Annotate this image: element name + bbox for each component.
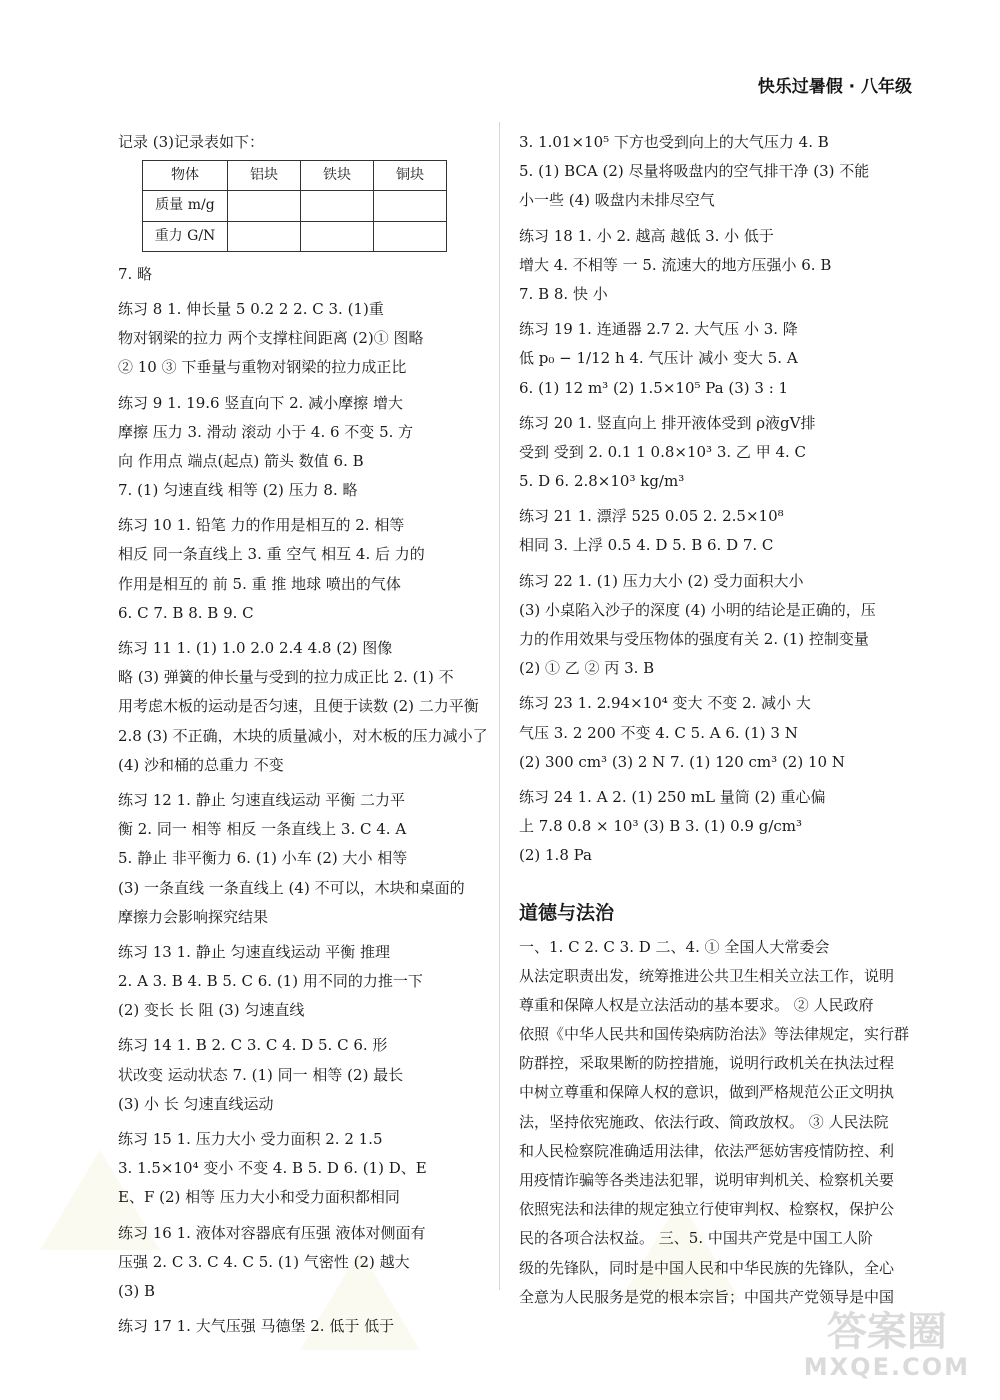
table-cell	[374, 221, 447, 251]
text-line: 向 作用点 端点(起点) 箭头 数值 6. B	[118, 451, 364, 470]
text-line: 摩擦力会影响探究结果	[118, 907, 269, 926]
text-line: 一、1. C 2. C 3. D 二、4. ① 全国人大常委会	[519, 937, 830, 956]
text-line: 练习 17 1. 大气压强 马德堡 2. 低于 低于	[118, 1317, 395, 1336]
text-line: ② 10 ③ 下垂量与重物对钢梁的拉力成正比	[118, 358, 407, 377]
text-line: 级的先锋队，同时是中国人民和中华民族的先锋队，全心	[519, 1258, 895, 1277]
text-line: 低 p₀ − 1/12 h 4. 气压计 减小 变大 5. A	[519, 349, 798, 368]
text-line: (3) B	[118, 1281, 156, 1300]
table-row	[143, 221, 447, 251]
text-line: (3) 一条直线 一条直线上 (4) 不可以，木块和桌面的	[118, 878, 465, 897]
table-cell	[228, 221, 301, 251]
text-line: 2. A 3. B 4. B 5. C 6. (1) 用不同的力推一下	[118, 972, 423, 991]
text-line: (3) 小 长 匀速直线运动	[118, 1094, 274, 1113]
text-line: 衡 2. 同一 相等 相反 一条直线上 3. C 4. A	[118, 820, 407, 839]
text-line: (2) ① 乙 ② 丙 3. B	[519, 659, 655, 678]
text-line: (2) 300 cm³ (3) 2 N 7. (1) 120 cm³ (2) 10 N	[519, 752, 845, 771]
text-line: 练习 18 1. 小 2. 越高 越低 3. 小 低于	[519, 226, 774, 245]
text-line: 依照宪法和法律的规定独立行使审判权、检察权，保护公	[519, 1200, 895, 1219]
text-line: 用考虑木板的运动是否匀速，且便于读数 (2) 二力平衡	[118, 697, 479, 716]
text-line: 练习 24 1. A 2. (1) 250 mL 量筒 (2) 重心偏	[519, 787, 826, 806]
table-header-row	[143, 161, 447, 191]
text-line: 依照《中华人民共和国传染病防治法》等法律规定，实行群	[519, 1025, 910, 1044]
text-line: 小一些 (4) 吸盘内未排尽空气	[519, 191, 715, 210]
text-line: 7. B 8. 快 小	[519, 284, 608, 303]
text-line: 记录 (3)记录表如下：	[118, 133, 265, 151]
text-line: 全意为人民服务是党的根本宗旨；中国共产党领导是中国	[519, 1287, 895, 1306]
text-line: 7. 略	[118, 264, 153, 283]
text-line: E、F (2) 相等 压力大小和受力面积都相同	[118, 1188, 400, 1207]
text-line: (2) 变长 长 阻 (3) 匀速直线	[118, 1001, 305, 1020]
text-line: 练习 13 1. 静止 匀速直线运动 平衡 推理	[118, 942, 391, 961]
text-line: 练习 14 1. B 2. C 3. C 4. D 5. C 6. 形	[118, 1036, 388, 1055]
table-header-cell: 铝块	[228, 161, 301, 191]
text-line: 练习 8 1. 伸长量 5 0.2 2 2. C 3. (1)重	[118, 299, 384, 318]
text-line: 练习 22 1. (1) 压力大小 (2) 受力面积大小	[519, 571, 804, 590]
table-header-cell: 铁块	[301, 161, 374, 191]
table-cell	[301, 191, 374, 221]
text-line: 从法定职责出发，统筹推进公共卫生相关立法工作，说明	[519, 966, 895, 985]
text-line: (2) 1.8 Pa	[519, 846, 593, 865]
text-line: 尊重和保障人权是立法活动的基本要求。 ② 人民政府	[519, 995, 874, 1014]
text-line: 法，坚持依宪施政、依法行政、简政放权。 ③ 人民法院	[519, 1112, 889, 1131]
text-line: 上 7.8 0.8 × 10³ (3) B 3. (1) 0.9 g/cm³	[519, 817, 803, 836]
page-header: 快乐过暑假 · 八年级	[757, 77, 912, 97]
table-row-label: 质量 m/g	[143, 191, 228, 221]
table-row	[143, 191, 447, 221]
text-line: 状改变 运动状态 7. (1) 同一 相等 (2) 最长	[118, 1065, 404, 1084]
text-line: 气压 3. 2 200 不变 4. C 5. A 6. (1) 3 N	[519, 723, 798, 742]
text-line: 物对钢梁的拉力 两个支撑柱间距离 (2)① 图略	[118, 329, 424, 348]
text-line: 5. 静止 非平衡力 6. (1) 小车 (2) 大小 相等	[118, 849, 408, 868]
text-line: 5. (1) BCA (2) 尽量将吸盘内的空气排干净 (3) 不能	[519, 162, 870, 181]
text-line: 受到 受到 2. 0.1 1 0.8×10³ 3. 乙 甲 4. C	[519, 442, 807, 461]
text-line: 民的各项合法权益。 三、5. 中国共产党是中国工人阶	[519, 1229, 873, 1248]
table-row-label: 重力 G/N	[143, 221, 228, 251]
text-line: (4) 沙和桶的总重力 不变	[118, 755, 284, 774]
text-line: 练习 11 1. (1) 1.0 2.0 2.4 4.8 (2) 图像	[118, 639, 393, 658]
text-line: 练习 19 1. 连通器 2.7 2. 大气压 小 3. 降	[519, 320, 798, 339]
text-line: 5. D 6. 2.8×10³ kg/m³	[519, 472, 685, 491]
text-line: 7. (1) 匀速直线 相等 (2) 压力 8. 略	[118, 481, 358, 500]
text-line: 作用是相互的 前 5. 重 推 地球 喷出的气体	[118, 574, 401, 593]
left-column	[118, 128, 488, 1341]
text-line: 练习 20 1. 竖直向上 排开液体受到 ρ液gV排	[519, 413, 816, 432]
table-header-cell: 物体	[143, 161, 228, 191]
text-line: 练习 16 1. 液体对容器底有压强 液体对侧面有	[118, 1223, 426, 1242]
column-divider	[499, 122, 500, 1290]
right-column	[519, 128, 910, 1312]
text-line: 6. (1) 12 m³ (2) 1.5×10⁵ Pa (3) 3 : 1	[519, 378, 789, 397]
text-line: 3. 1.01×10⁵ 下方也受到向上的大气压力 4. B	[519, 133, 829, 151]
text-line: 增大 4. 不相等 一 5. 流速大的地方压强小 6. B	[519, 255, 832, 274]
text-line: 练习 15 1. 压力大小 受力面积 2. 2 1.5	[118, 1130, 383, 1149]
text-line: 练习 10 1. 铅笔 力的作用是相互的 2. 相等	[118, 516, 405, 535]
record-table	[142, 160, 447, 252]
text-line: 练习 12 1. 静止 匀速直线运动 平衡 二力平	[118, 790, 406, 809]
text-line: 6. C 7. B 8. B 9. C	[118, 603, 254, 622]
text-line: 摩擦 压力 3. 滑动 滚动 小于 4. 6 不变 5. 方	[118, 422, 414, 441]
table-cell	[228, 191, 301, 221]
text-line: 相同 3. 上浮 0.5 4. D 5. B 6. D 7. C	[519, 536, 774, 555]
table-header-cell: 铜块	[374, 161, 447, 191]
text-line: 防群控，采取果断的防控措施，说明行政机关在执法过程	[519, 1054, 895, 1073]
text-line: 2.8 (3) 不正确，木块的质量减小，对木板的压力减小了	[118, 726, 488, 745]
text-line: 略 (3) 弹簧的伸长量与受到的拉力成正比 2. (1) 不	[118, 668, 454, 687]
table-cell	[374, 191, 447, 221]
watermark-logo: 答案圈 MXQE.COM	[803, 1309, 970, 1381]
text-line: 压强 2. C 3. C 4. C 5. (1) 气密性 (2) 越大	[118, 1252, 410, 1271]
text-line: 练习 21 1. 漂浮 525 0.05 2. 2.5×10⁸	[519, 507, 784, 526]
section-title: 道德与法治	[519, 901, 615, 924]
table-cell	[301, 221, 374, 251]
text-line: 相反 同一条直线上 3. 重 空气 相互 4. 后 力的	[118, 545, 425, 564]
text-line: 中树立尊重和保障人权的意识，做到严格规范公正文明执	[519, 1083, 895, 1102]
text-line: 用疫情诈骗等各类违法犯罪，说明审判机关、检察机关要	[519, 1171, 895, 1189]
text-line: 和人民检察院准确适用法律，依法严惩妨害疫情防控、利	[519, 1141, 895, 1160]
text-line: 3. 1.5×10⁴ 变小 不变 4. B 5. D 6. (1) D、E	[118, 1159, 427, 1178]
text-line: 练习 9 1. 19.6 竖直向下 2. 减小摩擦 增大	[118, 393, 403, 412]
text-line: 练习 23 1. 2.94×10⁴ 变大 不变 2. 减小 大	[519, 694, 811, 713]
text-line: (3) 小桌陷入沙子的深度 (4) 小明的结论是正确的，压	[519, 600, 876, 619]
text-line: 力的作用效果与受压物体的强度有关 2. (1) 控制变量	[519, 630, 869, 648]
